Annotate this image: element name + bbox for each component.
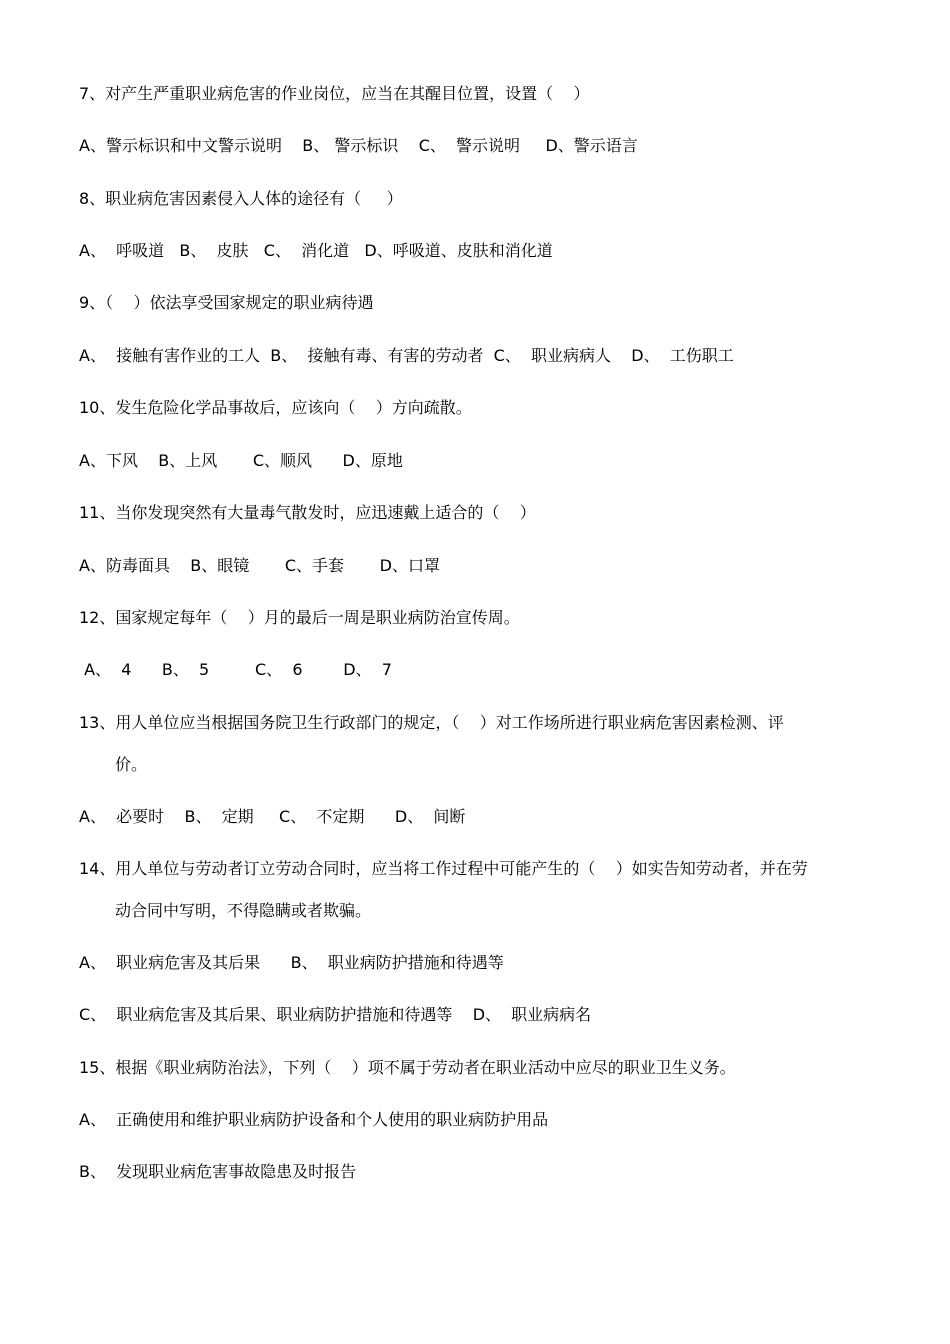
question-13-continuation: 价。 <box>115 755 148 774</box>
question-9-options: A、 接触有害作业的工人 B、 接触有毒、有害的劳动者 C、 职业病病人 D、 工伤职工 <box>79 346 734 365</box>
question-15: 15、根据《职业病防治法》，下列（ ）项不属于劳动者在职业活动中应尽的职业卫生义务。 <box>79 1058 736 1077</box>
question-13-options: A、 必要时 B、 定期 C、 不定期 D、 间断 <box>79 807 466 826</box>
question-8: 8、职业病危害因素侵入人体的途径有（ ） <box>79 189 403 208</box>
question-11-options: A、防毒面具 B、眼镜 C、手套 D、口罩 <box>79 556 440 575</box>
question-10: 10、发生危险化学品事故后，应该向（ ）方向疏散。 <box>79 398 472 417</box>
question-12: 12、国家规定每年（ ）月的最后一周是职业病防治宣传周。 <box>79 608 520 627</box>
question-11: 11、当你发现突然有大量毒气散发时，应迅速戴上适合的（ ） <box>79 503 536 522</box>
question-14-options-ab: A、 职业病危害及其后果 B、 职业病防护措施和待遇等 <box>79 953 504 972</box>
question-14-continuation: 动合同中写明，不得隐瞒或者欺骗。 <box>115 901 372 920</box>
question-15-option-a: A、 正确使用和维护职业病防护设备和个人使用的职业病防护用品 <box>79 1110 549 1129</box>
question-15-option-b: B、 发现职业病危害事故隐患及时报告 <box>79 1162 357 1181</box>
question-8-options: A、 呼吸道 B、 皮肤 C、 消化道 D、呼吸道、皮肤和消化道 <box>79 241 553 260</box>
question-10-options: A、下风 B、上风 C、顺风 D、原地 <box>79 451 403 470</box>
question-13: 13、用人单位应当根据国务院卫生行政部门的规定，（ ）对工作场所进行职业病危害因素检测、评 <box>79 713 784 732</box>
question-7-options: A、警示标识和中文警示说明 B、 警示标识 C、 警示说明 D、警示语言 <box>79 136 638 155</box>
question-9: 9、（ ）依法享受国家规定的职业病待遇 <box>79 293 374 312</box>
question-12-options: A、 4 B、 5 C、 6 D、 7 <box>79 660 392 679</box>
question-14-options-cd: C、 职业病危害及其后果、职业病防护措施和待遇等 D、 职业病病名 <box>79 1005 592 1024</box>
question-7: 7、对产生严重职业病危害的作业岗位，应当在其醒目位置，设置（ ） <box>79 84 590 103</box>
question-14: 14、用人单位与劳动者订立劳动合同时，应当将工作过程中可能产生的（ ）如实告知劳动者，并在劳 <box>79 859 808 878</box>
